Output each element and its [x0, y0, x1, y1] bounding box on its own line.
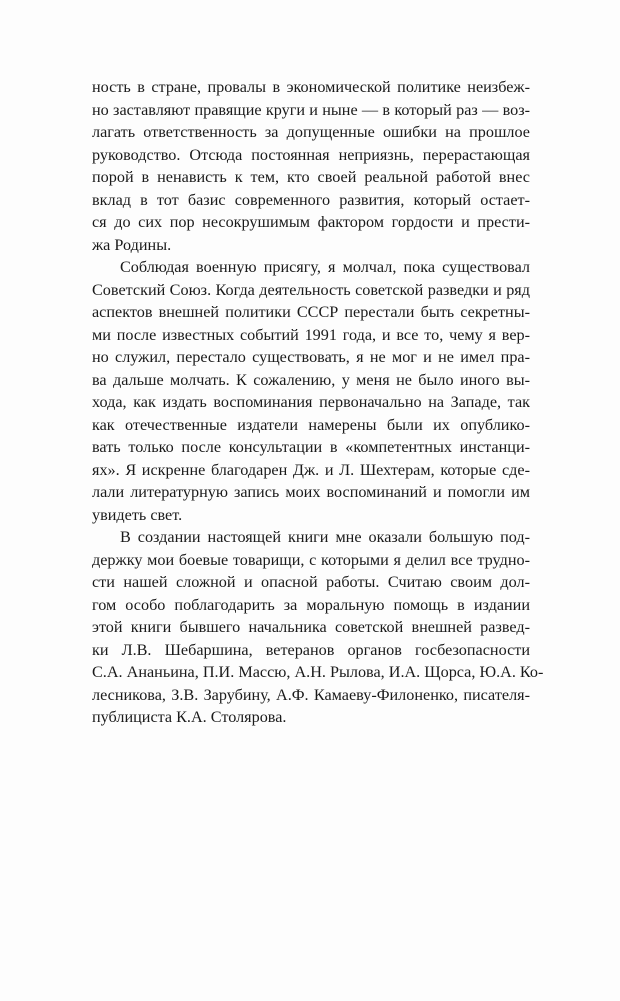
text-line: лагать ответственность за допущенные ошибки на прошлое: [92, 123, 530, 141]
paragraph-3: [92, 526, 544, 729]
text-line: вклад в тот базис современного развития, который остает-: [92, 190, 530, 209]
text-line: ки Л.В. Шебаршина, ветеранов органов госбезопасности: [92, 640, 530, 659]
text-line: Советский Союз. Когда деятельность советской разведки и ряд: [92, 280, 530, 299]
text-line: В создании настоящей книги мне оказали большую под-: [120, 528, 530, 546]
text-line: ность в стране, провалы в экономической политике неизбеж-: [92, 78, 530, 96]
text-line: публициста К.А. Столярова.: [92, 708, 287, 726]
body-text: [92, 76, 544, 729]
text-line: но служил, перестало существовать, я не мог и не имел пра-: [92, 348, 530, 366]
paragraph-2: [92, 256, 530, 526]
text-line: ва дальше молчать. К сожалению, у меня не было иного вы-: [92, 370, 530, 389]
text-line: порой в ненависть к тем, кто своей реальной работой внес: [92, 168, 530, 186]
text-line: лесникова, З.В. Зарубину, А.Ф. Камаеву-Филоненко, писателя-: [92, 685, 530, 704]
text-line: аспектов внешней политики СССР перестали быть секретны-: [92, 303, 530, 321]
text-line: хода, как издать воспоминания первоначально на Западе, так: [92, 393, 530, 411]
text-line: как отечественные издатели намерены были их опублико-: [92, 415, 530, 434]
text-line: лали литературную запись моих воспоминаний и помогли им: [92, 483, 530, 501]
text-line: сти нашей сложной и опасной работы. Считаю своим дол-: [92, 573, 530, 591]
text-line: но заставляют правящие круги и ныне — в который раз — воз-: [92, 100, 530, 119]
text-line: держку мои боевые товарищи, с которыми я делил все трудно-: [92, 550, 530, 569]
text-line: вать только после консультации в «компетентных инстанци-: [92, 438, 530, 456]
text-line: руководство. Отсюда постоянная неприязнь, перерастающая: [92, 145, 530, 164]
text-line: увидеть свет.: [92, 505, 183, 524]
text-line: С.А. Ананьина, П.И. Массю, А.Н. Рылова, И.А. Щорса, Ю.А. Ко-: [92, 663, 544, 681]
text-line: жа Родины.: [92, 235, 172, 254]
text-line: ях». Я искренне благодарен Дж. и Л. Шехтерам, которые сде-: [92, 460, 530, 479]
text-line: гом особо поблагодарить за моральную помощь в издании: [92, 595, 530, 614]
text-line: этой книги бывшего начальника советской внешней развед-: [92, 618, 530, 636]
text-line: ми после известных событий 1991 года, и все то, чему я вер-: [92, 325, 530, 344]
text-line: ся до сих пор несокрушимым фактором гордости и прести-: [92, 213, 530, 231]
paragraph-1: [92, 76, 530, 256]
text-line: Соблюдая военную присягу, я молчал, пока существовал: [120, 258, 530, 276]
